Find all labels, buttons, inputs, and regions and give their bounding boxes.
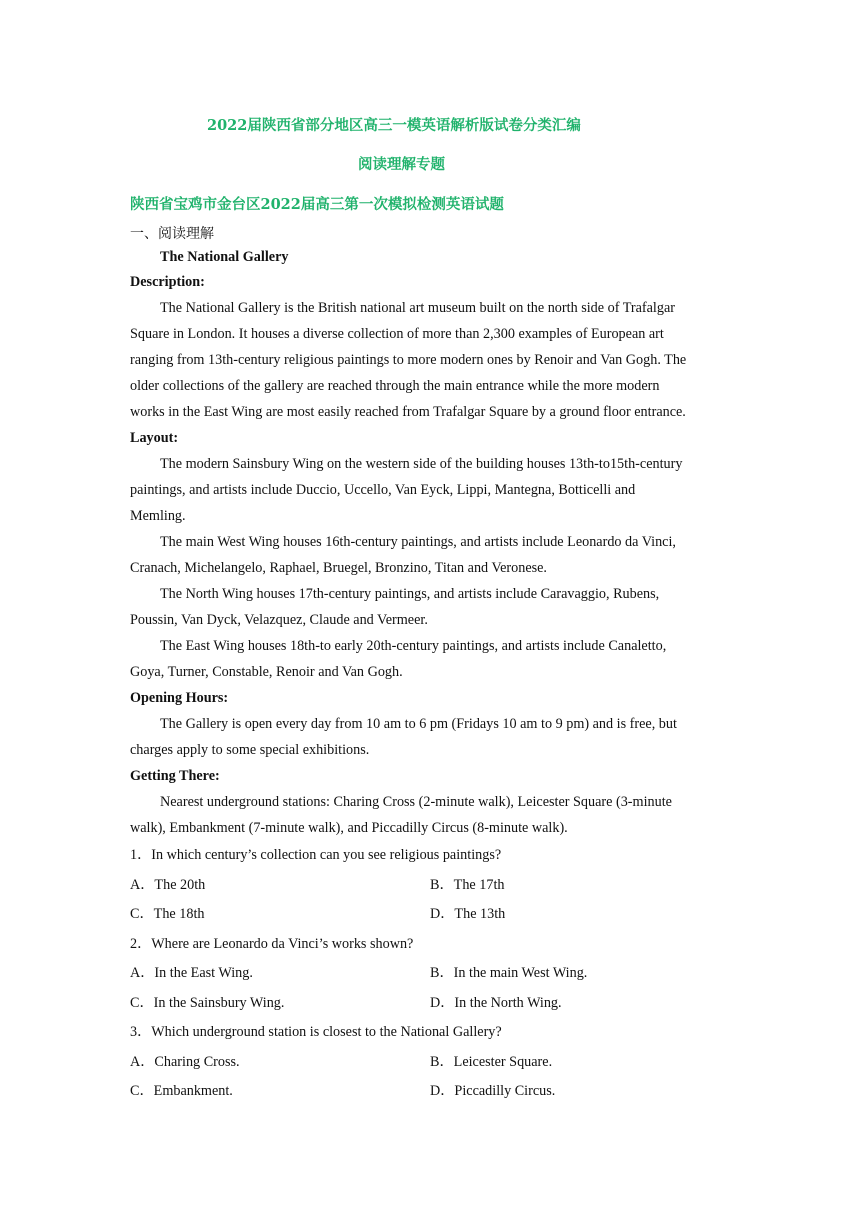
paragraph-line: works in the East Wing are most easily reached from Trafalgar Square by a ground floor entrance. xyxy=(130,404,686,420)
question-2 xyxy=(130,930,730,1019)
question-1 xyxy=(130,841,730,930)
option-c: C．Embankment. xyxy=(130,1083,233,1099)
question-stem: 2．Where are Leonardo da Vinci’s works shown? xyxy=(130,935,414,952)
paragraph-line: older collections of the gallery are reached through the main entrance while the more modern xyxy=(130,378,660,394)
exam-title: 陕西省宝鸡市金台区2022届高三第一次模拟检测英语试题 xyxy=(130,196,504,213)
option-c: C．In the Sainsbury Wing. xyxy=(130,994,285,1011)
options-row xyxy=(130,959,730,989)
layout-paragraph-west-wing xyxy=(130,529,730,581)
options-row xyxy=(130,871,730,901)
paragraph-line: Memling. xyxy=(130,508,186,524)
passage-title: The National Gallery xyxy=(160,249,289,265)
option-a: A．The 20th xyxy=(130,876,206,893)
options-row xyxy=(130,1077,730,1107)
option-d: D．The 13th xyxy=(430,906,506,922)
description-heading: Description: xyxy=(130,274,205,290)
option-b: B．The 17th xyxy=(430,876,505,893)
layout-paragraph-east-wing xyxy=(130,633,730,685)
options-row xyxy=(130,1048,730,1078)
question-stem: 1．In which century’s collection can you see religious paintings? xyxy=(130,847,502,863)
hours-heading: Opening Hours: xyxy=(130,690,229,706)
option-a: A．In the East Wing. xyxy=(130,965,253,981)
paragraph-line: ranging from 13th-century religious paintings to more modern ones by Renoir and Van Gogh. The xyxy=(130,352,687,368)
option-b: B．In the main West Wing. xyxy=(430,965,588,981)
getting-there-heading: Getting There: xyxy=(130,768,220,784)
paragraph-line: walk), Embankment (7-minute walk), and Piccadilly Circus (8-minute walk). xyxy=(130,820,568,836)
paragraph-line: Cranach, Michelangelo, Raphael, Bruegel, Bronzino, Titan and Veronese. xyxy=(130,560,547,576)
option-c: C．The 18th xyxy=(130,906,205,922)
option-d: D．Piccadilly Circus. xyxy=(430,1083,556,1099)
option-a: A．Charing Cross. xyxy=(130,1053,240,1070)
question-3 xyxy=(130,1018,730,1107)
options-row xyxy=(130,900,730,930)
paragraph-line: The North Wing houses 17th-century paintings, and artists include Caravaggio, Rubens, xyxy=(160,586,660,602)
option-d: D．In the North Wing. xyxy=(430,994,562,1011)
question-stem: 3．Which underground station is closest to the National Gallery? xyxy=(130,1024,502,1040)
paragraph-line: charges apply to some special exhibitions. xyxy=(130,742,370,758)
document-subtitle: 阅读理解专题 xyxy=(358,156,445,173)
paragraph-line: The main West Wing houses 16th-century paintings, and artists include Leonardo da Vinci, xyxy=(160,534,676,550)
document-title: 2022届陕西省部分地区高三一模英语解析版试卷分类汇编 xyxy=(207,117,581,134)
option-b: B．Leicester Square. xyxy=(430,1053,553,1070)
paragraph-line: Goya, Turner, Constable, Renoir and Van Gogh. xyxy=(130,664,403,680)
paragraph-line: Square in London. It houses a diverse collection of more than 2,300 examples of European art xyxy=(130,326,664,342)
paragraph-line: Poussin, Van Dyck, Velazquez, Claude and Vermeer. xyxy=(130,612,428,628)
options-row xyxy=(130,989,730,1019)
paragraph-line: paintings, and artists include Duccio, Uccello, Van Eyck, Lippi, Mantegna, Botticelli and xyxy=(130,482,636,498)
paragraph-line: The modern Sainsbury Wing on the western side of the building houses 13th-to15th-century xyxy=(160,456,683,472)
paragraph-line: Nearest underground stations: Charing Cross (2-minute walk), Leicester Square (3-minute xyxy=(160,794,672,810)
getting-there-paragraph xyxy=(130,789,730,841)
description-paragraph xyxy=(130,295,730,425)
paragraph-line: The National Gallery is the British national art museum built on the north side of Trafalgar xyxy=(160,300,675,316)
document-body xyxy=(130,223,730,1107)
hours-paragraph xyxy=(130,711,730,763)
layout-heading: Layout: xyxy=(130,430,179,446)
section-label: 一、阅读理解 xyxy=(130,226,214,242)
paragraph-line: The East Wing houses 18th-to early 20th-century paintings, and artists include Canaletto, xyxy=(160,638,667,654)
layout-paragraph-sainsbury xyxy=(130,451,730,529)
paragraph-line: The Gallery is open every day from 10 am to 6 pm (Fridays 10 am to 9 pm) and is free, but xyxy=(160,716,677,732)
layout-paragraph-north-wing xyxy=(130,581,730,633)
